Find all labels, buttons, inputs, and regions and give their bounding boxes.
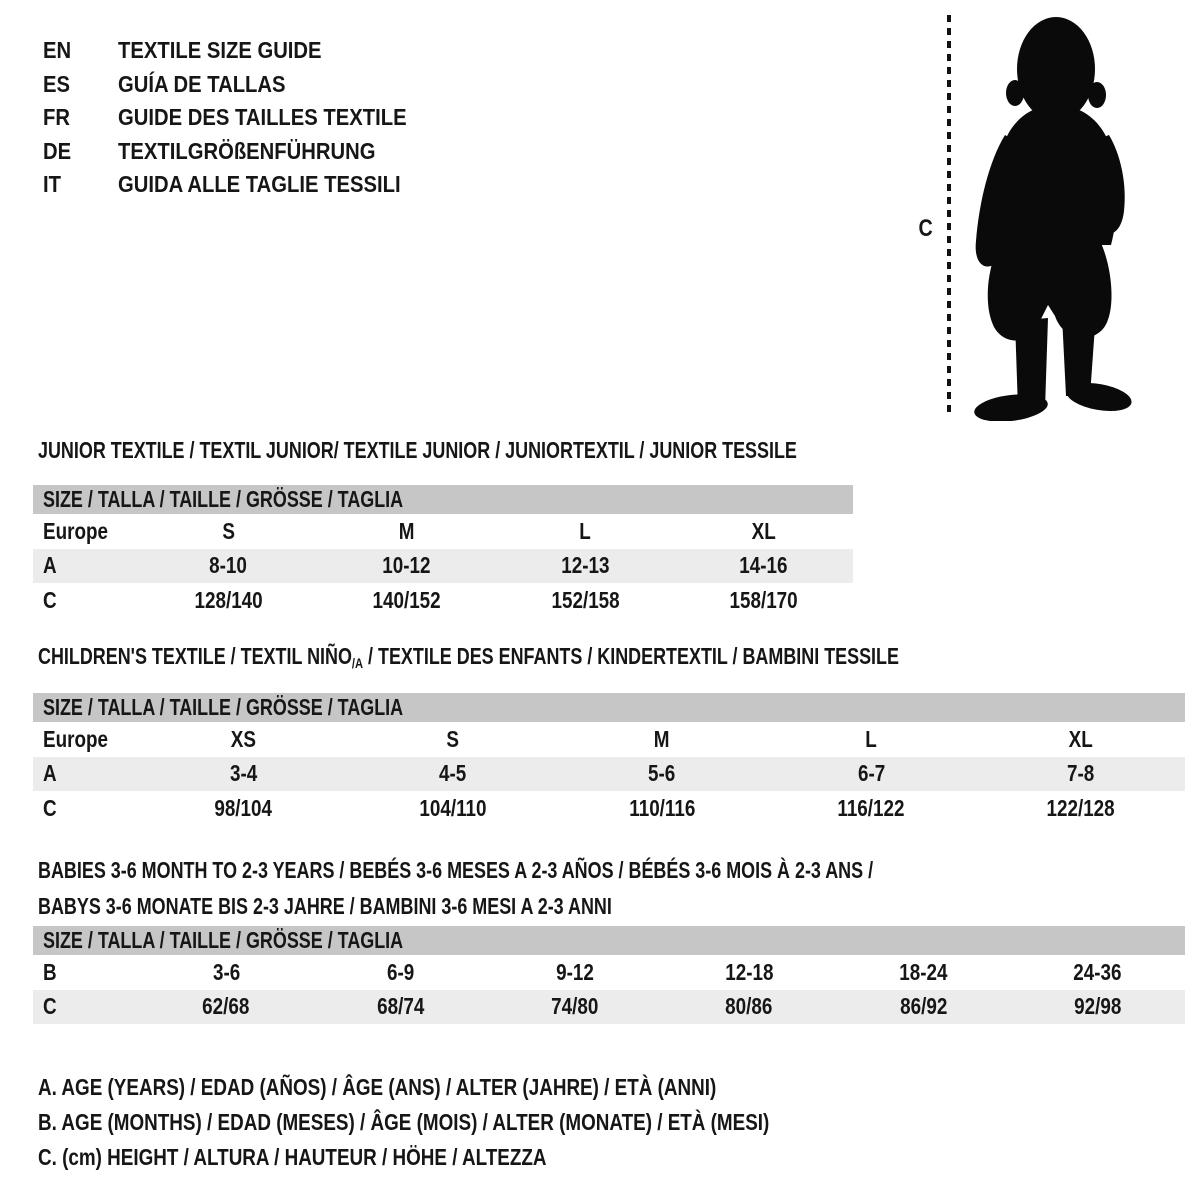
- lang-code: [43, 71, 118, 98]
- lang-code-text: FR: [43, 104, 70, 131]
- value-cell: [139, 959, 313, 986]
- cell-text: 10-12: [382, 552, 431, 579]
- lang-code: [43, 171, 118, 198]
- value-cell: [488, 993, 662, 1020]
- junior-section-title: [38, 437, 1011, 463]
- legend-line-text: B. AGE (MONTHS) / EDAD (MESES) / ÂGE (MOIS) / ALTER (MONATE) / ETÀ (MESI): [38, 1109, 770, 1135]
- value-cell: [318, 552, 497, 579]
- children-section-title: [38, 643, 1142, 677]
- cell-text: S: [446, 725, 460, 752]
- cell-text: 128/140: [194, 586, 263, 613]
- legend-line-text: A. AGE (YEARS) / EDAD (AÑOS) / ÂGE (ANS) / ALTER (JAHRE) / ETÀ (ANNI): [38, 1074, 717, 1100]
- cell-text: XL: [1068, 725, 1093, 752]
- value-cell: [767, 760, 976, 787]
- legend-line-c: [38, 1140, 930, 1175]
- table-row-height-cm: [33, 990, 1185, 1025]
- table-row-height-cm: [33, 791, 1185, 826]
- value-cell: [1011, 959, 1185, 986]
- value-cell: [139, 760, 348, 787]
- value-cell: [976, 760, 1185, 787]
- cell-text: C: [43, 794, 57, 821]
- cell-text: L: [579, 517, 592, 544]
- value-cell: [1011, 993, 1185, 1020]
- region-label-cell: [33, 518, 139, 545]
- cell-text: C: [43, 586, 57, 613]
- cell-text: Europe: [43, 725, 108, 752]
- cell-text: C: [43, 993, 57, 1020]
- lang-row-en: [43, 34, 446, 68]
- cell-text: 9-12: [555, 958, 594, 985]
- language-title-block: [43, 34, 446, 202]
- lang-title-text: GUIDA ALLE TAGLIE TESSILI: [118, 171, 401, 198]
- col-header-cell: [675, 518, 854, 545]
- value-cell: [313, 959, 487, 986]
- lang-row-it: [43, 168, 446, 202]
- cell-text: 6-9: [386, 958, 415, 985]
- col-header-cell: [318, 518, 497, 545]
- row-label-cell: [33, 959, 139, 986]
- value-cell: [675, 552, 854, 579]
- cell-text: 3-6: [212, 958, 240, 985]
- value-cell: [836, 993, 1010, 1020]
- lang-code-text: ES: [43, 70, 71, 97]
- lang-title-text: TEXTILE SIZE GUIDE: [118, 37, 322, 64]
- lang-row-es: [43, 68, 446, 102]
- cell-text: XS: [231, 725, 257, 752]
- babies-title-line1: BABIES 3-6 MONTH TO 2-3 YEARS / BEBÉS 3-6 MESES A 2-3 AÑOS / BÉBÉS 3-6 MOIS À 2-3 ANS /: [38, 857, 874, 883]
- lang-row-fr: [43, 101, 446, 135]
- children-size-table: [33, 693, 1185, 826]
- col-header-cell: [976, 726, 1185, 753]
- lang-row-de: [43, 135, 446, 169]
- region-label-cell: [33, 726, 139, 753]
- value-cell: [139, 795, 348, 822]
- cell-text: XL: [751, 517, 776, 544]
- table-row-region: [33, 722, 1185, 757]
- value-cell: [976, 795, 1185, 822]
- cell-text: Europe: [43, 517, 108, 544]
- lang-title: [118, 37, 349, 64]
- cell-text: 92/98: [1074, 993, 1122, 1020]
- lang-code-text: EN: [43, 37, 72, 64]
- babies-section-title: [38, 852, 1109, 924]
- children-title-subscript: /A: [351, 655, 364, 672]
- cell-text: 86/92: [899, 993, 948, 1020]
- children-title-main: CHILDREN'S TEXTILE / TEXTIL NIÑO: [38, 643, 352, 669]
- children-title-rest: / TEXTILE DES ENFANTS / KINDERTEXTIL / BAMBINI TESSILE: [363, 643, 899, 669]
- table-row-age-years: [33, 549, 853, 584]
- value-cell: [767, 795, 976, 822]
- value-cell: [496, 552, 675, 579]
- lang-code-text: DE: [43, 137, 72, 164]
- cell-text: S: [221, 517, 235, 544]
- cell-text: 104/110: [419, 794, 487, 821]
- height-measure-label: [917, 215, 934, 243]
- cell-text: 158/170: [729, 586, 798, 613]
- value-cell: [662, 959, 836, 986]
- lang-title-text: TEXTILGRÖßENFÜHRUNG: [118, 137, 376, 164]
- lang-code: [43, 104, 118, 131]
- value-cell: [139, 587, 318, 614]
- lang-title: [118, 104, 446, 131]
- cell-text: 140/152: [372, 586, 441, 613]
- col-header-cell: [139, 726, 348, 753]
- table-row-region: [33, 514, 853, 549]
- babies-size-table: [33, 926, 1185, 1024]
- value-cell: [139, 993, 313, 1020]
- cell-text: 116/122: [837, 794, 905, 821]
- table-row-height-cm: [33, 583, 853, 618]
- cell-text: 14-16: [739, 552, 788, 579]
- lang-title: [118, 171, 439, 198]
- value-cell: [662, 993, 836, 1020]
- size-header-band: [33, 693, 1185, 722]
- col-header-cell: [348, 726, 557, 753]
- size-header-text: SIZE / TALLA / TAILLE / GRÖSSE / TAGLIA: [43, 486, 404, 512]
- lang-title: [118, 138, 411, 165]
- height-measure-label-text: C: [918, 215, 933, 242]
- value-cell: [139, 552, 318, 579]
- col-header-cell: [557, 726, 766, 753]
- cell-text: 12-13: [561, 552, 610, 579]
- cell-text: 7-8: [1066, 760, 1095, 787]
- value-cell: [488, 959, 662, 986]
- table-row-age-years: [33, 757, 1185, 792]
- cell-text: 152/158: [551, 586, 620, 613]
- value-cell: [348, 760, 557, 787]
- value-cell: [836, 959, 1010, 986]
- babies-title-line2: BABYS 3-6 MONATE BIS 2-3 JAHRE / BAMBINI 3-6 MESI A 2-3 ANNI: [38, 893, 612, 919]
- lang-code: [43, 37, 118, 64]
- col-header-cell: [767, 726, 976, 753]
- cell-text: 62/68: [202, 993, 250, 1020]
- cell-text: 5-6: [648, 760, 676, 787]
- cell-text: 12-18: [725, 958, 774, 985]
- cell-text: B: [43, 958, 57, 985]
- cell-text: 122/128: [1046, 794, 1115, 821]
- cell-text: 18-24: [899, 958, 948, 985]
- cell-text: 110/116: [628, 794, 696, 821]
- row-label-cell: [33, 552, 139, 579]
- cell-text: 4-5: [439, 760, 467, 787]
- cell-text: 3-4: [229, 760, 258, 787]
- height-measure-dashed-line: [947, 15, 951, 415]
- row-label-cell: [33, 760, 139, 787]
- cell-text: 24-36: [1073, 958, 1122, 985]
- legend-line-a: [38, 1070, 930, 1105]
- cell-text: L: [865, 725, 877, 752]
- children-section-title-text: [38, 643, 899, 677]
- value-cell: [557, 760, 766, 787]
- cell-text: 68/74: [376, 993, 425, 1020]
- lang-title-text: GUÍA DE TALLAS: [118, 70, 286, 97]
- row-label-cell: [33, 993, 139, 1020]
- value-cell: [313, 993, 487, 1020]
- cell-text: 98/104: [214, 794, 273, 821]
- legend-line-text: C. (cm) HEIGHT / ALTURA / HAUTEUR / HÖHE / ALTEZZA: [38, 1144, 547, 1170]
- col-header-cell: [496, 518, 675, 545]
- cell-text: 6-7: [857, 760, 885, 787]
- cell-text: 74/80: [551, 993, 599, 1020]
- lang-code-text: IT: [43, 171, 61, 198]
- size-header-text: SIZE / TALLA / TAILLE / GRÖSSE / TAGLIA: [43, 694, 404, 720]
- size-header-text: SIZE / TALLA / TAILLE / GRÖSSE / TAGLIA: [43, 927, 404, 953]
- value-cell: [318, 587, 497, 614]
- col-header-cell: [139, 518, 318, 545]
- value-cell: [348, 795, 557, 822]
- cell-text: A: [43, 552, 57, 579]
- lang-title-text: GUIDE DES TAILLES TEXTILE: [118, 104, 407, 131]
- cell-text: 80/86: [725, 993, 773, 1020]
- junior-section-title-text: JUNIOR TEXTILE / TEXTIL JUNIOR/ TEXTILE JUNIOR / JUNIORTEXTIL / JUNIOR TESSILE: [38, 437, 797, 463]
- legend-line-b: [38, 1105, 930, 1140]
- size-header-band: [33, 926, 1185, 955]
- junior-size-table: [33, 485, 853, 618]
- value-cell: [557, 795, 766, 822]
- cell-text: 8-10: [209, 552, 248, 579]
- lang-title: [118, 71, 308, 98]
- value-cell: [675, 587, 854, 614]
- baby-silhouette-icon: [960, 13, 1140, 421]
- cell-text: M: [398, 517, 415, 544]
- value-cell: [496, 587, 675, 614]
- row-label-cell: [33, 795, 139, 822]
- table-row-age-months: [33, 955, 1185, 990]
- row-label-cell: [33, 587, 139, 614]
- cell-text: M: [654, 725, 670, 752]
- cell-text: A: [43, 760, 57, 787]
- lang-code: [43, 138, 118, 165]
- size-header-band: [33, 485, 853, 514]
- measure-legend: [38, 1070, 930, 1175]
